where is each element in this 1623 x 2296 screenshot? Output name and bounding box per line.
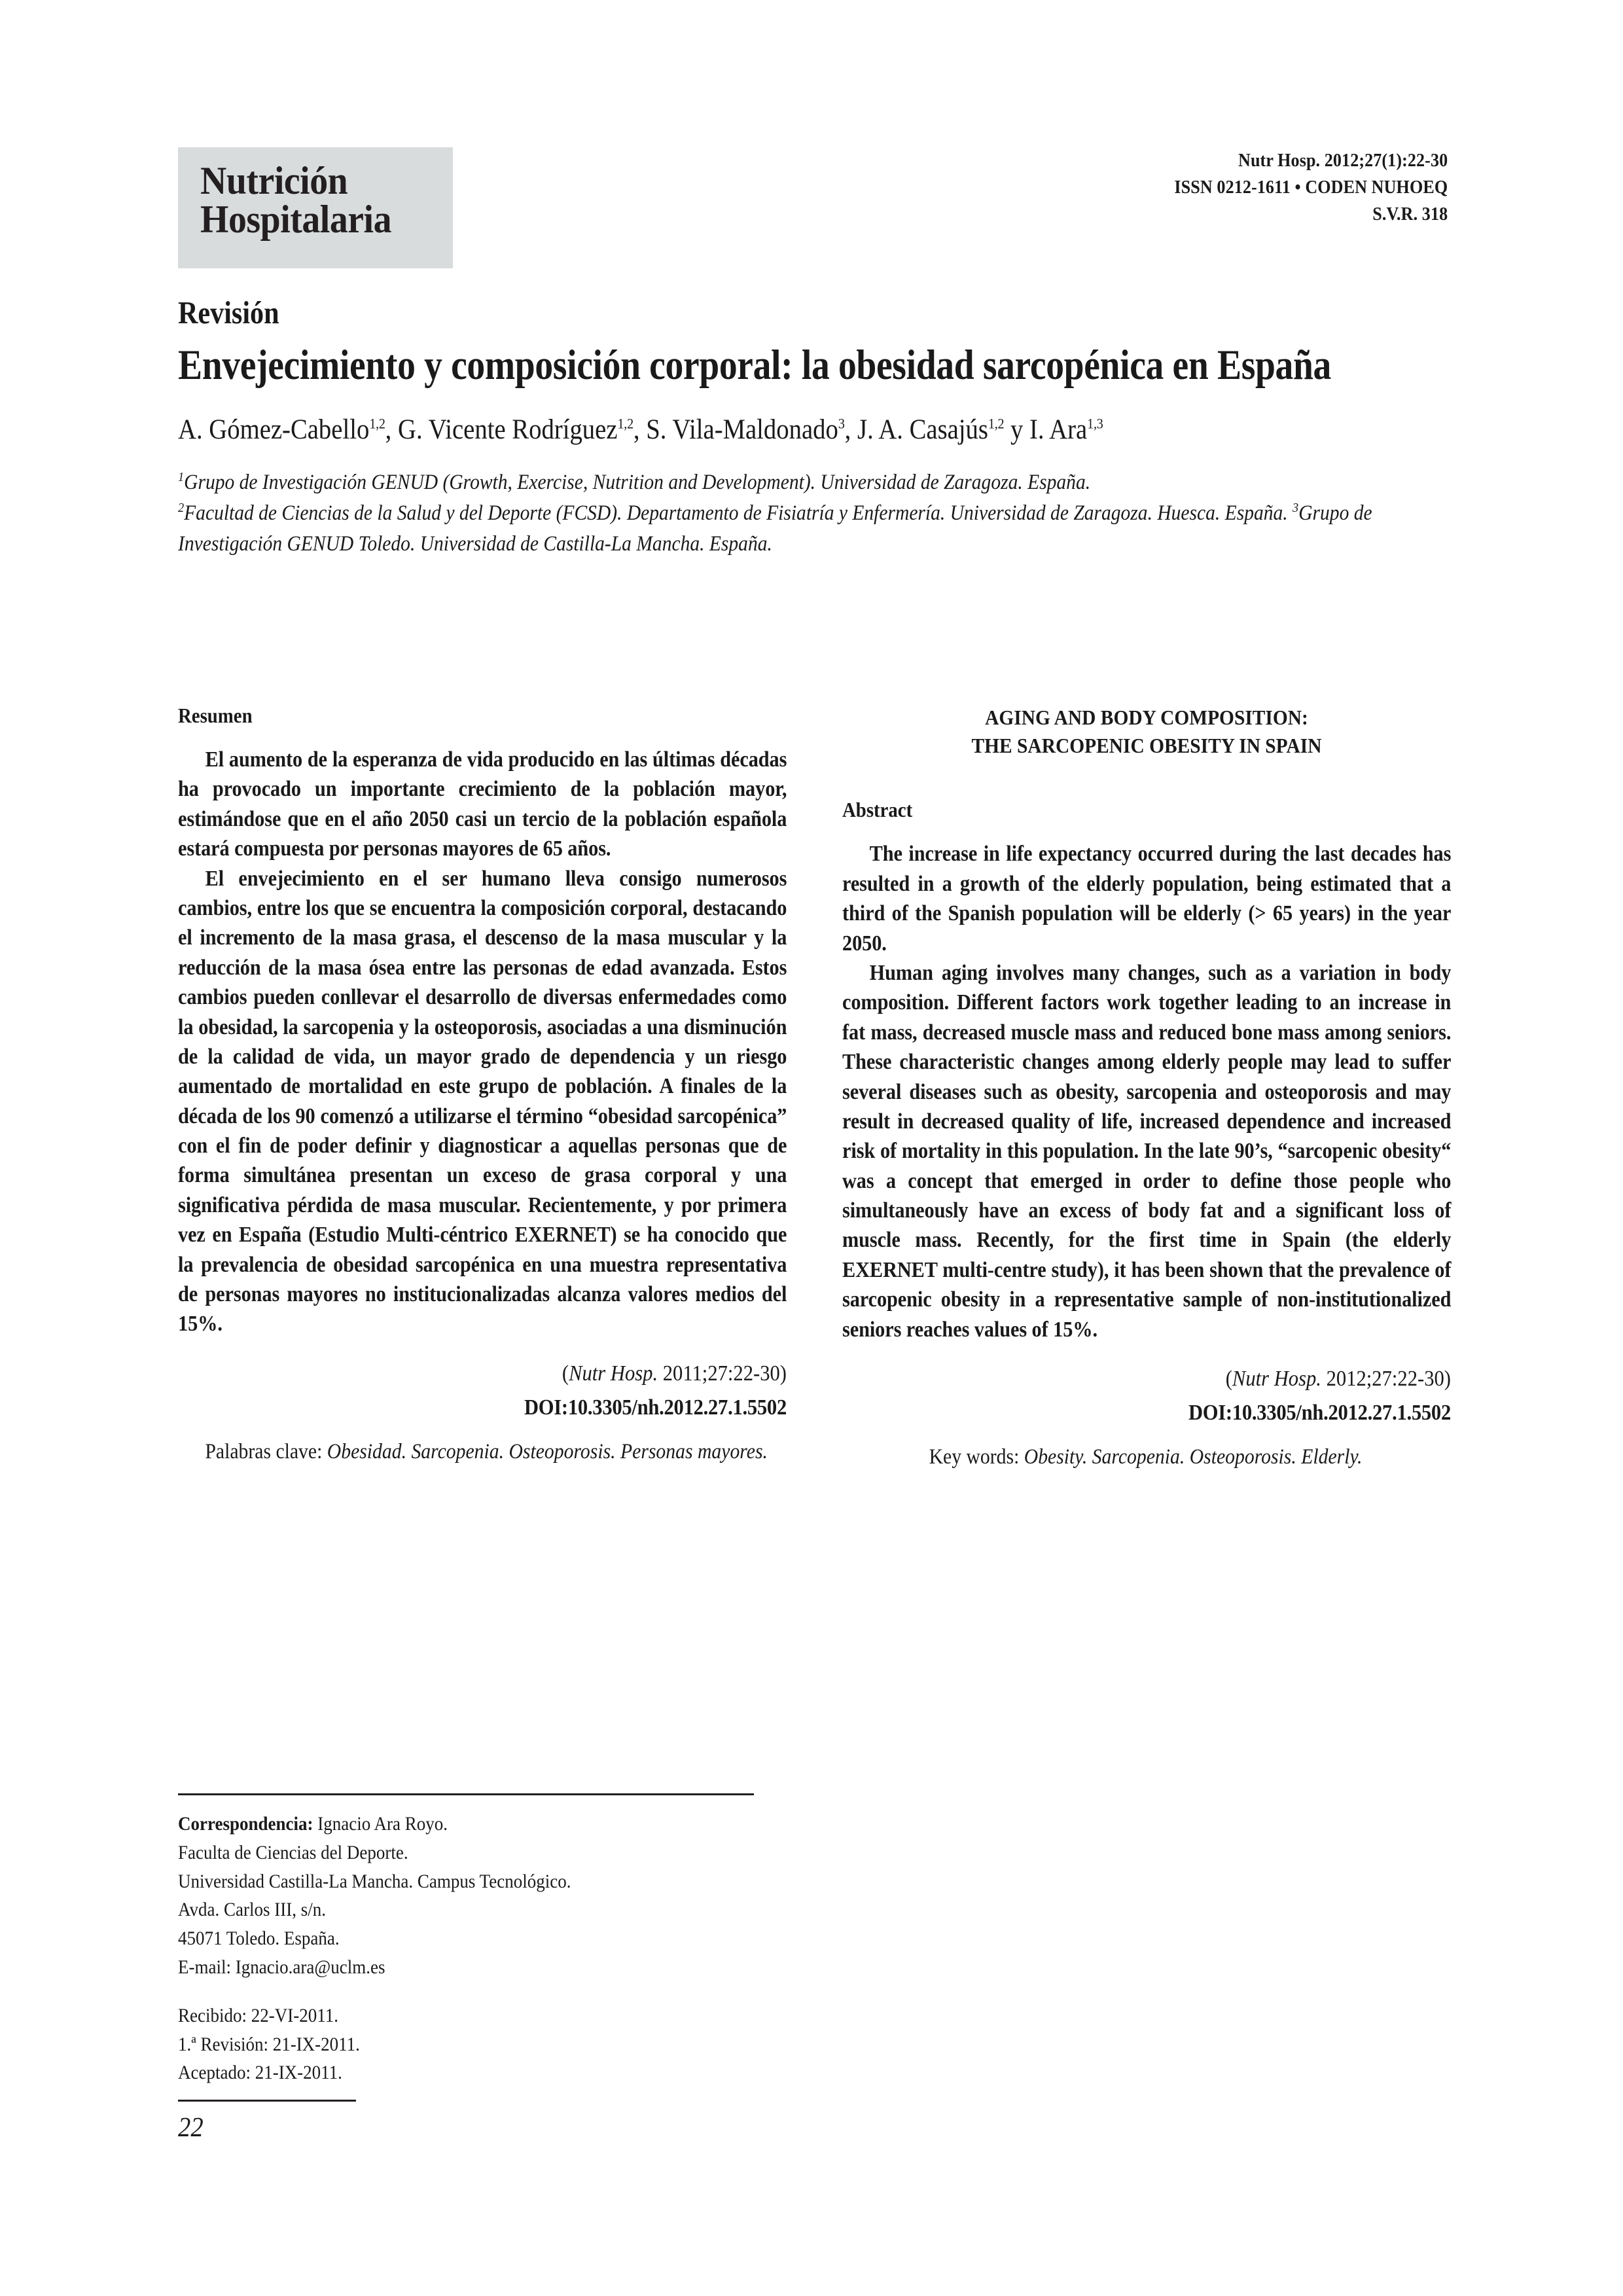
correspondence-address-3: Avda. Carlos III, s/n. xyxy=(178,1899,326,1921)
english-keywords-value: Obesity. Sarcopenia. Osteoporosis. Elderly. xyxy=(1024,1445,1363,1469)
journal-reference-block xyxy=(1144,147,1448,228)
correspondence-address-1: Faculta de Ciencias del Deporte. xyxy=(178,1841,408,1863)
affiliation-text-2: Facultad de Ciencias de la Salud y del Deporte (FCSD). Departamento de Fisiatría y Enfermería. Universidad de Zaragoza. Huesca. España. xyxy=(184,501,1288,526)
masthead-title-line-2: Hospitalaria xyxy=(200,197,392,241)
page-title: Envejecimiento y composición corporal: la obesidad sarcopénica en España xyxy=(178,342,1332,389)
title-block xyxy=(178,296,1451,560)
author-list xyxy=(178,413,1324,447)
article-section-kind: Revisión xyxy=(178,295,279,331)
abstract-paragraph-1: The increase in life expectancy occurred during the last decades has resulted in a growth of the elderly population, being estimated that a third of the Spanish population will be elderly (> 65 years) in the year 2050. xyxy=(842,842,1452,956)
author-2-affiliation-marker: 1,2 xyxy=(617,415,633,432)
correspondence-address-2: Universidad Castilla-La Mancha. Campus Tecnológico. xyxy=(178,1870,571,1892)
abstract-heading: Abstract xyxy=(842,798,913,822)
affiliation-text-1: Grupo de Investigación GENUD (Growth, Exercise, Nutrition and Development). Universidad de Zaragoza. España. xyxy=(184,471,1091,495)
english-citation: (Nutr Hosp. 2012;27:22-30) xyxy=(1225,1367,1451,1391)
author-1: A. Gómez-Cabello$^{1,2}$, xyxy=(178,414,392,445)
english-citation-rest: 2012;27:22-30 xyxy=(1321,1367,1444,1391)
date-revision: 1.ª Revisión: 21-IX-2011. xyxy=(178,2033,360,2055)
author-conjunction: y xyxy=(1010,414,1024,445)
correspondence-email[interactable]: E-mail: Ignacio.ara@uclm.es xyxy=(178,1956,385,1978)
correspondence-label: Correspondencia: xyxy=(178,1813,313,1835)
english-doi: DOI:10.3305/nh.2012.27.1.5502 xyxy=(1188,1401,1451,1426)
resumen-paragraph-2: El envejecimiento en el ser humano lleva consigo numerosos cambios, entre los que se encuentra la composición corporal, destacando el incremento de la masa grasa, el descenso de la masa muscular y la reducción de la masa ósea entre las personas de edad avanzada. Estos cambios pueden conllevar el desarrollo de diversas enfermedades como la obesidad, la sarcopenia y la osteoporosis, asociadas a una disminución de la calidad de vida, un mayor grado de dependencia y un riesgo aumentado de mortalidad en este grupo de población. A finales de la década de los 90 comenzó a utilizarse el término “obesidad sarcopénica” con el fin de poder definir y diagnosticar a aquellas personas que de forma simultánea presentan un exceso de grasa corporal y una significativa pérdida de masa muscular. Recientemente, y por primera vez en España (Estudio Multi-céntrico EXERNET) se ha conocido que la prevalencia de obesidad sarcopénica en una muestra representativa de personas mayores no institucionalizadas alcanza valores medios del 15%. xyxy=(178,866,787,1336)
affiliation-marker-2: 2 xyxy=(178,501,185,516)
date-accepted: Aceptado: 21-IX-2011. xyxy=(178,2062,342,2084)
english-abstract-column xyxy=(842,704,1451,1472)
masthead-title-line-1: Nutrición xyxy=(200,159,348,202)
spanish-keywords-label: Palabras clave: xyxy=(205,1439,323,1463)
correspondence-block xyxy=(178,1793,767,2087)
author-1-affiliation-marker: 1,2 xyxy=(369,415,385,432)
affiliation-item xyxy=(178,498,1452,560)
author-4-affiliation-marker: 1,2 xyxy=(988,415,1005,432)
english-title-line-2: THE SARCOPENIC OBESITY IN SPAIN xyxy=(971,734,1322,758)
resumen-heading: Resumen xyxy=(178,704,253,727)
submission-dates xyxy=(178,2001,767,2087)
author-4: J. A. Casajús$^{1,2}$ xyxy=(857,414,1005,445)
journal-citation: Nutr Hosp. 2012;27(1):22-30 xyxy=(1238,150,1448,171)
english-keywords xyxy=(842,1443,1449,1472)
author-5: I. Ara$^{1,3}$ xyxy=(1029,414,1103,445)
journal-masthead-logo xyxy=(178,147,453,268)
affiliation-marker-3: 3 xyxy=(1293,501,1299,516)
author-3: S. Vila-Maldonado$^3$, xyxy=(646,414,851,445)
affiliation-marker-1: 1 xyxy=(178,470,185,485)
abstract-columns xyxy=(178,704,1451,1472)
correspondence-name: Ignacio Ara Royo. xyxy=(317,1813,448,1835)
spanish-doi: DOI:10.3305/nh.2012.27.1.5502 xyxy=(524,1395,787,1420)
page-number: 22 xyxy=(178,2113,204,2143)
spanish-citation-journal: Nutr Hosp. xyxy=(569,1361,658,1386)
page-number-divider xyxy=(178,2100,356,2102)
spanish-citation: (Nutr Hosp. 2011;27:22-30) xyxy=(562,1361,787,1386)
correspondence-name-line xyxy=(178,1810,708,1839)
english-title xyxy=(866,704,1427,760)
issn-codfen-line: ISSN 0212-1611 • CODEN NUHOEQ xyxy=(1174,177,1448,198)
correspondence-address-4: 45071 Toledo. España. xyxy=(178,1928,340,1950)
affiliation-item xyxy=(178,467,1452,498)
page-header xyxy=(178,147,1448,268)
spanish-keywords-value: Obesidad. Sarcopenia. Osteoporosis. Personas mayores. xyxy=(327,1439,768,1463)
footer-divider xyxy=(178,1793,754,1795)
english-citation-journal: Nutr Hosp. xyxy=(1232,1367,1321,1391)
author-3-affiliation-marker: 3 xyxy=(838,415,845,432)
spanish-abstract-column xyxy=(178,704,787,1472)
spanish-keywords xyxy=(178,1437,785,1467)
spanish-citation-rest: 2011;27:22-30 xyxy=(658,1361,780,1386)
author-2: G. Vicente Rodríguez$^{1,2}$, xyxy=(398,414,640,445)
english-keywords-label: Key words: xyxy=(929,1445,1020,1469)
date-received: Recibido: 22-VI-2011. xyxy=(178,2004,338,2026)
page-number-block xyxy=(178,2100,356,2144)
affiliation-text-3: Grupo de Investigación GENUD Toledo. Universidad de Castilla-La Mancha. España. xyxy=(178,501,1372,556)
resumen-paragraph-1: El aumento de la esperanza de vida producido en las últimas décadas ha provocado un importante crecimiento de la población mayor, estimándose que en el año 2050 casi un tercio de la población española estará compuesta por personas mayores de 65 años. xyxy=(178,747,787,861)
svr-line: S.V.R. 318 xyxy=(1372,204,1448,225)
author-5-affiliation-marker: 1,3 xyxy=(1087,415,1103,432)
english-title-line-1: AGING AND BODY COMPOSITION: xyxy=(985,706,1308,729)
abstract-paragraph-2: Human aging involves many changes, such as a variation in body composition. Different factors work together leading to an increase in fat mass, decreased muscle mass and reduced bone mass among seniors. These characteristic changes among elderly people may lead to suffer several diseases such as obesity, sarcopenia and osteoporosis and may result in decreased quality of life, increased dependence and increased risk of mortality in this population. In the late 90’s, “sarcopenic obesity“ was a concept that emerged in order to define those people who simultaneously have an excess of body fat and a significant loss of muscle mass. Recently, for the first time in Spain (the elderly EXERNET multi-centre study), it has been shown that the prevalence of sarcopenic obesity in a representative sample of non-institutionalized seniors reaches values of 15%. xyxy=(842,960,1452,1342)
affiliation-list xyxy=(178,467,1452,560)
